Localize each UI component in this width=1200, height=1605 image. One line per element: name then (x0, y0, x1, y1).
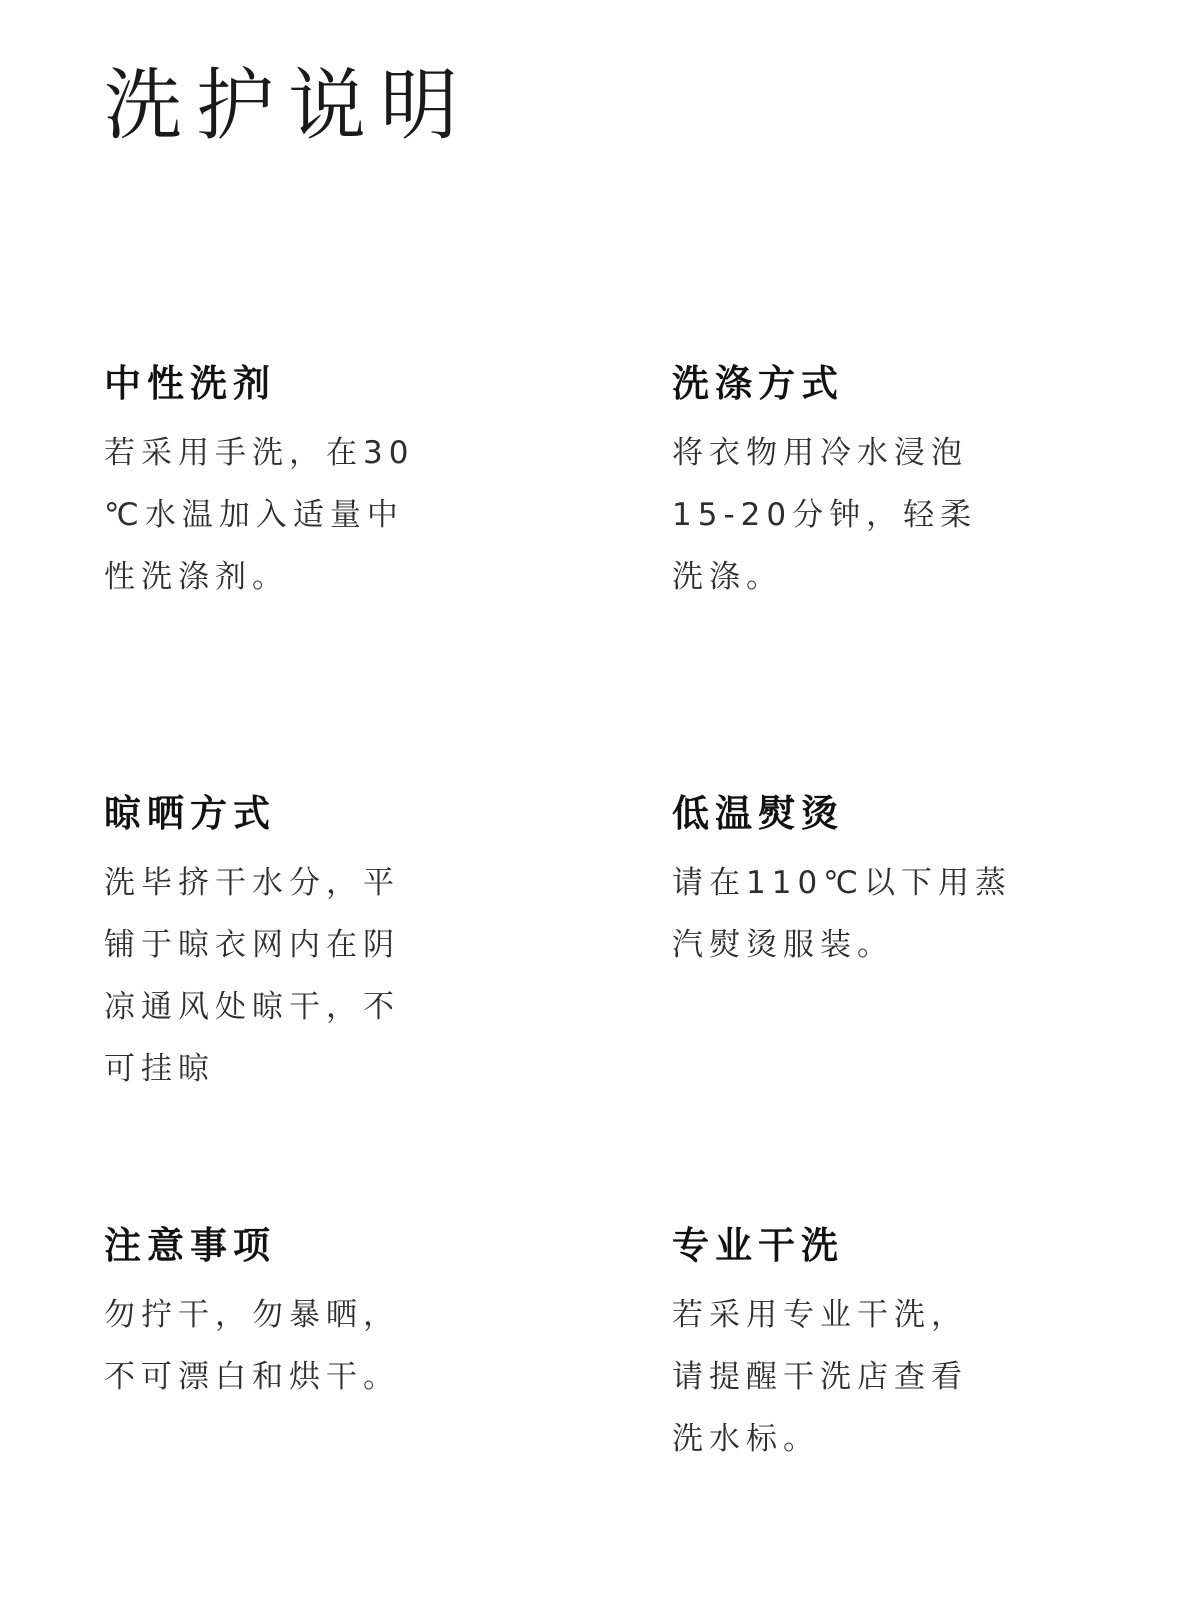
section-title: 专业干洗 (672, 1224, 844, 1267)
section-text-line: 可挂晾 (104, 1051, 215, 1087)
section-title: 注意事项 (104, 1224, 276, 1267)
section-text-line: 凉通风处晾干，不 (104, 989, 400, 1025)
section-body (104, 422, 484, 608)
section-text-line: ℃水温加入适量中 (104, 497, 404, 533)
section-text-line: 洗毕挤干水分，平 (104, 865, 400, 901)
section-text-line: 不可漂白和烘干。 (104, 1359, 400, 1395)
section-text-line: 若采用手洗，在30 (104, 435, 415, 471)
section-text-line: 勿拧干，勿暴晒， (104, 1297, 400, 1333)
section-title: 晾晒方式 (104, 792, 276, 835)
section-text-line: 洗涤。 (672, 559, 783, 595)
page-title: 洗护说明 (104, 61, 473, 151)
section-text-line: 铺于晾衣网内在阴 (104, 927, 400, 963)
care-section-drying-method (104, 790, 484, 1100)
section-text-line: 请在110℃以下用蒸 (672, 865, 1012, 901)
section-text-line: 请提醒干洗店查看 (672, 1359, 968, 1395)
section-text-line: 汽熨烫服装。 (672, 927, 894, 963)
section-text-line: 若采用专业干洗， (672, 1297, 968, 1333)
care-section-professional-dry-clean (672, 1222, 1052, 1470)
section-title: 低温熨烫 (672, 792, 844, 835)
section-title: 洗涤方式 (672, 362, 844, 405)
section-body (672, 422, 1052, 608)
section-text-line: 洗水标。 (672, 1421, 820, 1457)
section-title: 中性洗剂 (104, 362, 276, 405)
section-body (672, 852, 1052, 976)
section-text-line: 性洗涤剂。 (104, 559, 289, 595)
section-text-line: 将衣物用冷水浸泡 (672, 435, 968, 471)
care-section-neutral-detergent (104, 360, 484, 608)
section-text-line: 15-20分钟，轻柔 (672, 497, 978, 533)
care-section-washing-method (672, 360, 1052, 608)
section-body (104, 852, 484, 1100)
care-section-precautions (104, 1222, 484, 1408)
section-body (672, 1284, 1052, 1470)
section-body (104, 1284, 484, 1408)
care-section-low-temp-ironing (672, 790, 1052, 976)
